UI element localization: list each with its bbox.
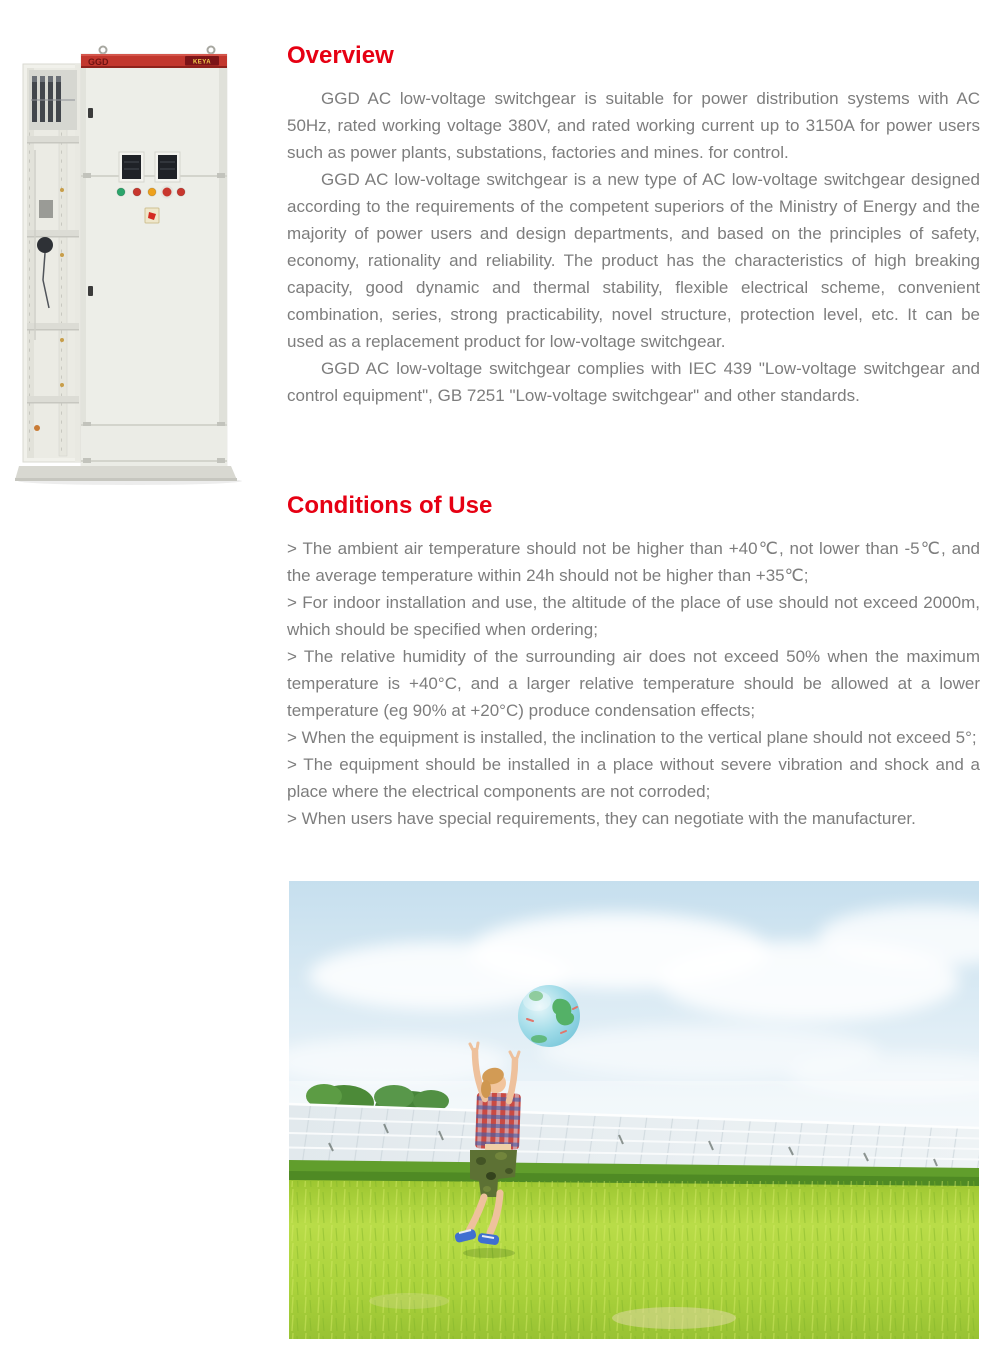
condition-item: > The ambient air temperature should not be higher than +40℃, not lower than -5℃, and the average temperature within 24h should not be higher than +35℃; xyxy=(287,539,980,585)
conditions-title: Conditions of Use xyxy=(287,492,493,519)
globe-ball xyxy=(518,985,580,1047)
overview-section xyxy=(287,42,980,409)
cabinet-brand-label: KEYA xyxy=(192,59,212,66)
cabinet-model-label: GGD xyxy=(88,57,109,67)
cabinet-red-band xyxy=(81,54,227,68)
overview-paragraph: GGD AC low-voltage switchgear complies with IEC 439 "Low-voltage switchgear and control equipment", GB 7251 "Low-voltage switchgear" and other standards. xyxy=(287,359,980,405)
switchgear-product-image xyxy=(15,40,265,485)
condition-item: > When the equipment is installed, the inclination to the vertical plane should not exceed 5°; xyxy=(287,728,977,747)
overview-paragraph: GGD AC low-voltage switchgear is suitable for power distribution systems with AC 50Hz, rated working voltage 380V, and rated working current up to 3150A for power users such as power plants, substations, factories and mines. for control. xyxy=(287,89,980,162)
overview-title: Overview xyxy=(287,42,394,69)
conditions-section xyxy=(287,492,980,832)
condition-item: > The relative humidity of the surrounding air does not exceed 50% when the maximum temperature is +40°C, and a larger relative temperature should be allowed at a lower temperature (eg 90% at +20°C) produce condensation effects; xyxy=(287,647,980,720)
switchgear-cabinet-drawing xyxy=(15,40,265,485)
cabinet-rotary-switch xyxy=(145,208,159,223)
condition-item: > When users have special requirements, they can negotiate with the manufacturer. xyxy=(287,809,916,828)
overview-paragraph: GGD AC low-voltage switchgear is a new type of AC low-voltage switchgear designed according to the requirements of the competent superiors of the Ministry of Energy and the majority of power users and design departments, and based on the principles of safety, economy, rationality and reliability. The product has the characteristics of high breaking capacity, good dynamic and thermal stability, flexible electrical scheme, convenient combination, series, strong practicability, novel structure, protection level, etc. It can be used as a replacement product for low-voltage switchgear. xyxy=(287,170,980,351)
solar-field-photo-drawing xyxy=(289,881,979,1339)
condition-item: > For indoor installation and use, the altitude of the place of use should not exceed 2000m, which should be specified when ordering; xyxy=(287,593,980,639)
solar-field-photo xyxy=(289,881,979,1339)
condition-item: > The equipment should be installed in a place without severe vibration and shock and a place where the electrical components are not corroded; xyxy=(287,755,980,801)
